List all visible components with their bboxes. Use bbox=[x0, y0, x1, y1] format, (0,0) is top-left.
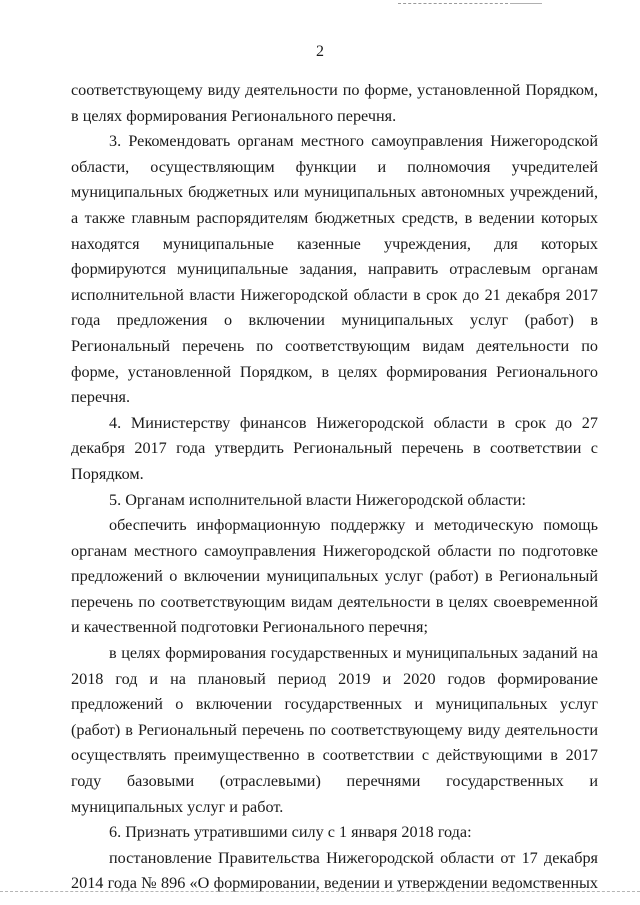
paragraph-item-6-sub-1: постановление Правительства Нижегородской области от 17 декабря 2014 года № 896 «О формировании, ведении и утверждении ведомственных bbox=[71, 848, 598, 893]
paragraph-item-6: 6. Признать утратившими силу с 1 января 2018 года: bbox=[109, 823, 472, 842]
page-number: 2 bbox=[316, 43, 324, 60]
scan-edge-mark-bottom bbox=[0, 891, 640, 892]
paragraph-item-5-sub-1: обеспечить информационную поддержку и методическую помощь органам местного самоуправления Нижегородской области по подготовке предложений о включении муниципальных услуг (работ) в Региональный перечень по соответствующим видам деятельности в целях своевременной и качественной подготовки Регионального перечня; bbox=[71, 516, 598, 637]
paragraph-item-4: 4. Министерству финансов Нижегородской области в срок до 27 декабря 2017 года утвердить Региональный перечень в соответствии с Порядком. bbox=[71, 413, 598, 483]
document-body bbox=[71, 78, 598, 897]
paragraph-item-5: 5. Органам исполнительной власти Нижегородской области: bbox=[109, 490, 527, 509]
scan-edge-mark-top-right bbox=[510, 3, 542, 4]
scan-edge-mark-top bbox=[398, 3, 508, 4]
paragraph-item-3: 3. Рекомендовать органам местного самоуправления Нижегородской области, осуществляющим функции и полномочия учредителей муниципальных бюджетных или муниципальных автономных учреждений, а также главным распорядителям бюджетных средств, в ведении которых находятся муниципальные казенные учреждения, для которых формируются муниципальные задания, направить отраслевым органам исполнительной власти Нижегородской области в срок до 21 декабря 2017 года предложения о включении муниципальных услуг (работ) в Региональный перечень по соответствующим видам деятельности по форме, установленной Порядком, в целях формирования Регионального перечня. bbox=[71, 132, 598, 407]
paragraph-continuation: соответствующему виду деятельности по форме, установленной Порядком, в целях формирования Регионального перечня. bbox=[71, 81, 598, 125]
paragraph-item-5-sub-2: в целях формирования государственных и муниципальных заданий на 2018 год и на плановый период 2019 и 2020 годов формирование предложений о включении государственных и муниципальных услуг (работ) в Региональный перечень по соответствующему виду деятельности осуществлять преимущественно в соответствии с действующими в 2017 году базовыми (отраслевыми) перечнями государственных и муниципальных услуг и работ. bbox=[71, 644, 598, 816]
